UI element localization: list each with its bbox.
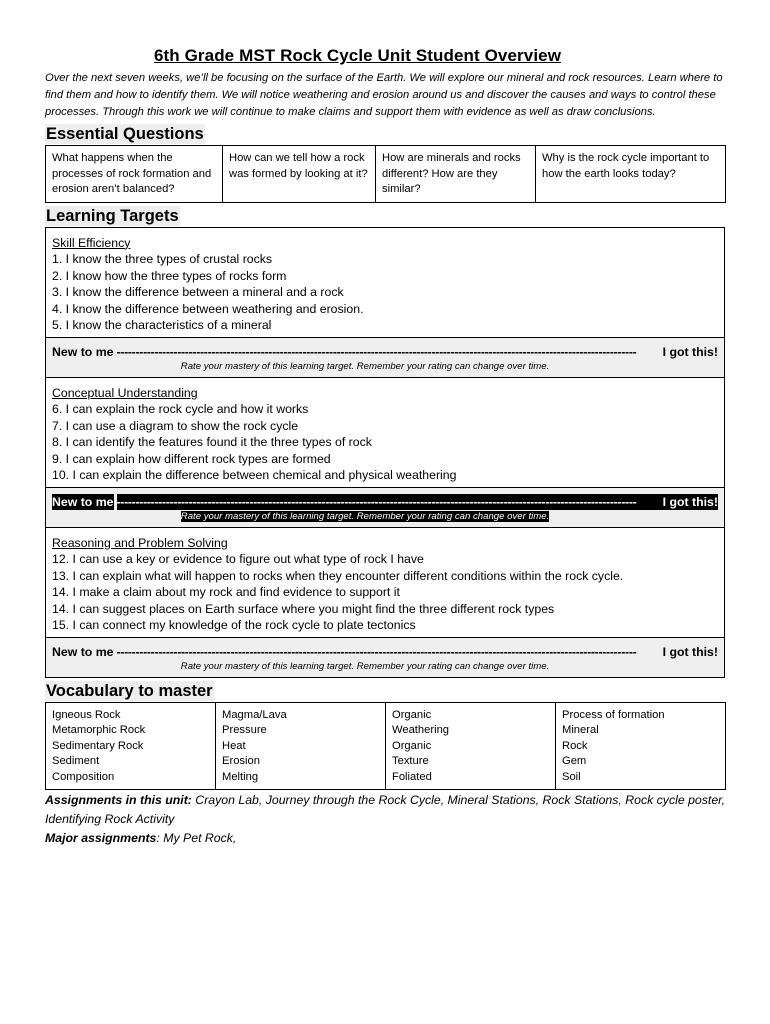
vocab-term: Foliated [392, 770, 432, 783]
intro-paragraph: Over the next seven weeks, we’ll be focusing on the surface of the Earth. We will explore our mineral and rock resources. Learn where to find them and how to identify them. We will notice weathering and erosion around us and discover the causes and ways to control these processes. Through this work we will continue to make claims and support them with evidence as well as draw conclusions. [45, 72, 723, 118]
rating-left-label: New to me [52, 644, 114, 659]
target-item: 1. I know the three types of crustal rocks [52, 252, 273, 266]
vocab-term: Metamorphic Rock [52, 724, 146, 736]
rating-note: Rate your mastery of this learning target. Remember your rating can change over time. [180, 660, 550, 672]
vocab-term: Gem [562, 755, 587, 767]
target-item: 12. I can use a key or evidence to figure out what type of rock I have [52, 552, 424, 566]
vocab-term: Igneous Rock [52, 708, 121, 721]
assignments-section [45, 791, 725, 848]
target-item: 5. I know the characteristics of a mineral [52, 318, 272, 332]
assignments-label: Assignments in this unit: [45, 793, 192, 807]
vocab-term: Melting [222, 770, 259, 783]
essential-question-4: Why is the rock cycle important to how the earth looks today? [536, 146, 726, 203]
target-item: 3. I know the difference between a mineral and a rock [52, 285, 344, 299]
target-item: 6. I can explain the rock cycle and how it works [52, 402, 309, 416]
vocab-term: Texture [392, 755, 429, 767]
essential-question-1: What happens when the processes of rock formation and erosion aren’t balanced? [46, 146, 223, 203]
document-title: 6th Grade MST Rock Cycle Unit Student Overview [153, 46, 562, 65]
vocab-term: Rock [562, 739, 588, 752]
target-item: 4. I know the difference between weathering and erosion. [52, 301, 364, 316]
vocab-term: Magma/Lava [222, 708, 287, 721]
vocab-term: Process of formation [562, 708, 665, 721]
essential-question-2: How can we tell how a rock was formed by looking at it? [223, 146, 376, 203]
document-page [45, 46, 725, 848]
target-group-skill-efficiency [46, 228, 724, 337]
vocab-term: Mineral [562, 724, 599, 736]
target-item: 14. I can suggest places on Earth surface where you might find the three different rock types [52, 601, 555, 616]
target-item: 15. I can connect my knowledge of the rock cycle to plate tectonics [52, 618, 416, 632]
target-item: 8. I can identify the features found it the three types of rock [52, 435, 372, 449]
target-item: 7. I can use a diagram to show the rock cycle [52, 418, 299, 433]
vocab-column-1 [46, 702, 216, 790]
vocab-term: Pressure [222, 724, 267, 736]
vocab-term: Soil [562, 770, 581, 783]
rating-dashes: ----------------------------------------------------------------------------------------------------------------------------------------- [116, 344, 637, 359]
vocab-term: Sediment [52, 755, 100, 767]
target-group-title: Conceptual Understanding [52, 385, 198, 400]
essential-question-3: How are minerals and rocks different? How are they similar? [376, 146, 536, 203]
target-item: 10. I can explain the difference between chemical and physical weathering [52, 468, 457, 482]
target-group-title: Reasoning and Problem Solving [52, 535, 228, 550]
vocab-term: Weathering [392, 724, 450, 736]
vocab-term: Organic [392, 708, 432, 721]
vocab-column-4 [556, 702, 726, 790]
target-item: 9. I can explain how different rock types are formed [52, 451, 331, 466]
vocab-term: Organic [392, 739, 432, 752]
vocab-term: Heat [222, 739, 246, 752]
essential-questions-table [45, 145, 726, 203]
learning-targets-box [45, 227, 725, 678]
mastery-rating-scale[interactable] [46, 487, 724, 528]
rating-note: Rate your mastery of this learning target. Remember your rating can change over time. [180, 510, 550, 522]
rating-left-label: New to me [52, 344, 114, 359]
vocab-term: Composition [52, 770, 115, 783]
target-group-conceptual-understanding [46, 378, 724, 487]
rating-right-label: I got this! [662, 644, 718, 659]
essential-questions-heading: Essential Questions [46, 125, 204, 143]
target-item: 14. I make a claim about my rock and find evidence to support it [52, 585, 400, 599]
vocab-term: Erosion [222, 755, 260, 767]
target-group-reasoning [46, 528, 724, 637]
vocabulary-heading: Vocabulary to master [46, 681, 213, 700]
learning-targets-heading: Learning Targets [46, 206, 179, 225]
rating-right-label: I got this! [662, 494, 718, 509]
vocab-column-3 [386, 702, 556, 790]
rating-dashes: ----------------------------------------------------------------------------------------------------------------------------------------- [116, 644, 637, 659]
mastery-rating-scale[interactable] [46, 637, 724, 677]
rating-right-label: I got this! [662, 344, 718, 359]
rating-dashes: ----------------------------------------------------------------------------------------------------------------------------------------- [117, 494, 663, 510]
mastery-rating-scale[interactable] [46, 337, 724, 378]
vocab-term: Sedimentary Rock [52, 739, 144, 752]
target-group-title: Skill Efficiency [52, 235, 131, 250]
major-assignments-label: Major assignments [45, 831, 157, 845]
target-item: 2. I know how the three types of rocks form [52, 268, 287, 283]
assignments-list: Crayon Lab, Journey through the Rock Cycle, Mineral Stations, Rock Stations, Rock cycle poster, Identifying Rock Activity [45, 793, 726, 826]
vocabulary-table [45, 702, 726, 791]
rating-left-label: New to me [52, 494, 114, 509]
vocab-column-2 [216, 702, 386, 790]
major-assignments-list: : My Pet Rock, [156, 831, 237, 845]
rating-note: Rate your mastery of this learning target. Remember your rating can change over time. [180, 360, 550, 372]
target-item: 13. I can explain what will happen to rocks when they encounter different conditions within the rock cycle. [52, 568, 624, 583]
